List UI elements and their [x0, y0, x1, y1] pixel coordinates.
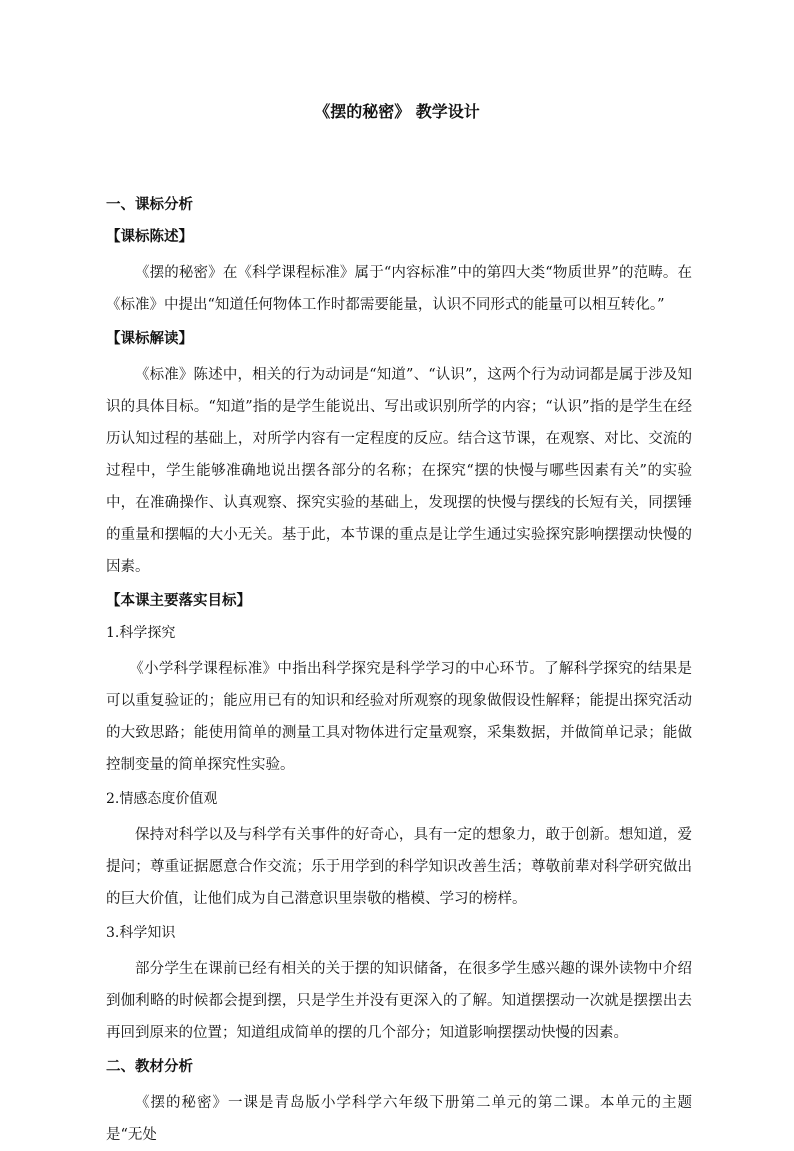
section-heading-curriculum-analysis: 一、课标分析	[106, 196, 193, 213]
subheading-main-goals: 【本课主要落实目标】	[106, 592, 251, 609]
paragraph-standard-statement: 《摆的秘密》在《科学课程标准》属于“内容标准”中的第四大类“物质世界”的范畴。在《标准》中提出“知道任何物体工作时都需要能量，认识不同形式的能量可以相互转化。”	[106, 265, 692, 313]
subheading-standard-interpretation: 【课标解读】	[106, 330, 193, 347]
paragraph-standard-interpretation: 《标准》陈述中，相关的行为动词是“知道”、“认识”，这两个行为动词都是属于涉及知识的具体目标。“知道”指的是学生能说出、写出或识别所学的内容；“认识”指的是学生在经历认知过程的基础上，对所学内容有一定程度的反应。结合这节课，在观察、对比、交流的过程中，学生能够准确地说出摆各部分的名称；在探究“摆的快慢与哪些因素有关”的实验中，在准确操作、认真观察、探究实验的基础上，发现摆的快慢与摆线的长短有关，同摆锤的重量和摆幅的大小无关。基于此，本节课的重点是让学生通过实验探究影响摆摆动快慢的因素。	[106, 367, 692, 575]
paragraph-textbook-analysis: 《摆的秘密》一课是青岛版小学科学六年级下册第二单元的第二课。本单元的主题是“无处	[106, 1095, 692, 1143]
goal-label-science-knowledge: 3.科学知识	[106, 925, 176, 941]
paragraph-science-knowledge: 部分学生在课前已经有相关的关于摆的知识储备，在很多学生感兴趣的课外读物中介绍到伽利略的时候都会提到摆，只是学生并没有更深入的了解。知道摆摆动一次就是摆摆出去再回到原来的位置；知道组成简单的摆的几个部分；知道影响摆摆动快慢的因素。	[106, 961, 692, 1041]
goal-label-attitude-values: 2.情感态度价值观	[106, 791, 218, 807]
document-title: 《摆的秘密》 教学设计	[314, 102, 480, 121]
goal-label-science-inquiry: 1.科学探究	[106, 625, 176, 641]
document-body	[106, 193, 692, 1151]
paragraph-science-inquiry: 《小学科学课程标准》中指出科学探究是科学学习的中心环节。了解科学探究的结果是可以重复验证的；能应用已有的知识和经验对所观察的现象做假设性解释；能提出探究活动的大致思路；能使用简单的测量工具对物体进行定量观察，采集数据，并做简单记录；能做控制变量的简单探究性实验。	[106, 661, 692, 773]
subheading-standard-statement: 【课标陈述】	[106, 228, 193, 245]
paragraph-attitude-values: 保持对科学以及与科学有关事件的好奇心，具有一定的想象力，敢于创新。想知道，爱提问；尊重证据愿意合作交流；乐于用学到的科学知识改善生活；尊敬前辈对科学研究做出的巨大价值，让他们成为自己潜意识里崇敬的楷模、学习的榜样。	[106, 827, 692, 907]
section-heading-textbook-analysis: 二、教材分析	[106, 1058, 193, 1075]
